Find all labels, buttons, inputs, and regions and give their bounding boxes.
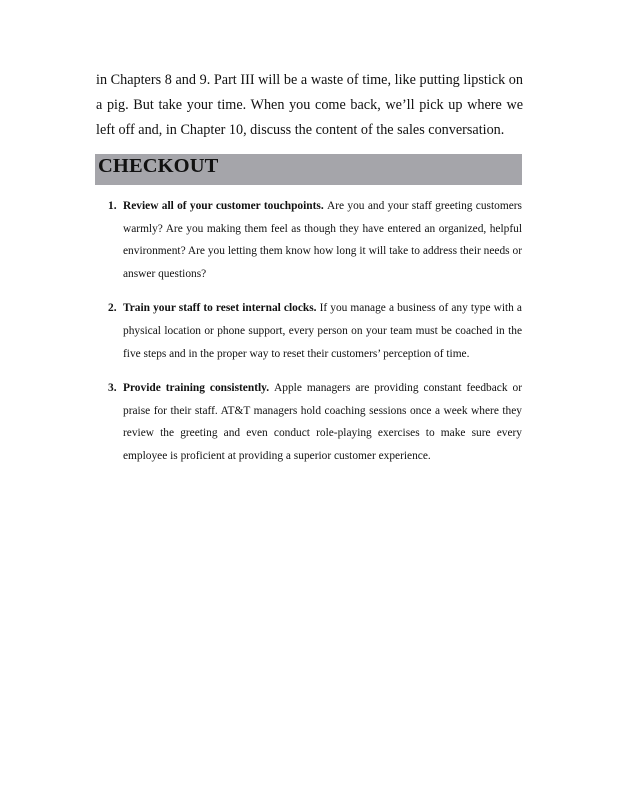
item-number: 2.: [108, 302, 117, 315]
item-lead: Provide training consistently.: [123, 382, 275, 395]
intro-paragraph: in Chapters 8 and 9. Part III will be a waste of time, like putting lipstick on a pig. But take your time. When you come back, we’ll pick up where we left off and, in Chapter 10, discuss the content of the sales conversation.: [96, 72, 523, 138]
item-lead: Review all of your customer touchpoints.: [123, 200, 327, 212]
item-body: Are you and your staff greeting customers warmly? Are you making them feel as though they have entered an organized, helpful environment? Are you letting them know how long it will take to address their needs or answer questions?: [123, 200, 522, 280]
section-header-bar: [95, 154, 522, 185]
item-lead: Train your staff to reset internal clocks.: [123, 302, 320, 315]
checkout-list: [108, 195, 522, 480]
item-body: If you manage a business of any type with a physical location or phone support, every person on your team must be coached in the five steps and in the proper way to reset their customers’ perception of time.: [123, 302, 522, 360]
item-body: Apple managers are providing constant feedback or praise for their staff. AT&T managers hold coaching sessions once a week where they review the greeting and even conduct role-playing exercises to make sure every employee is proficient at providing a superior customer experience.: [123, 382, 522, 462]
item-number: 1.: [108, 200, 117, 212]
checkout-item: [108, 195, 522, 285]
checkout-item: [108, 377, 522, 467]
section-title: CHECKOUT: [98, 155, 219, 177]
checkout-item: [108, 297, 522, 365]
item-number: 3.: [108, 382, 117, 395]
